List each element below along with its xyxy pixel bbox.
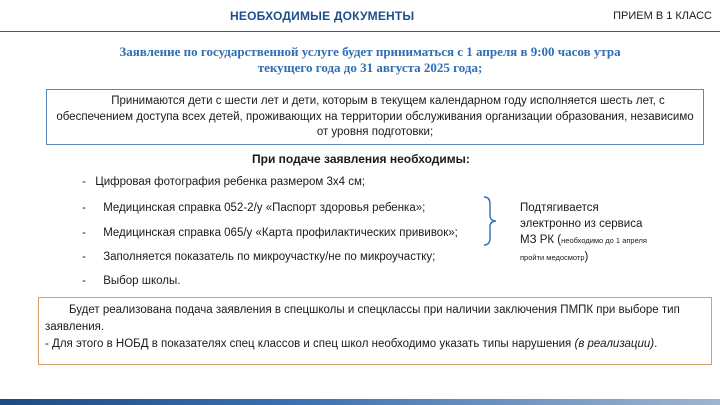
list-dash: - xyxy=(82,275,86,287)
list-dash: - xyxy=(82,251,86,263)
deadline-notice xyxy=(60,44,680,76)
service-note: Подтягивается электронно из сервиса МЗ РК (необходимо до 1 апреля пройти медосмотр) xyxy=(520,202,647,263)
list-item: - Медицинская справка 065/у «Карта профилактических прививок»; xyxy=(82,227,458,239)
list-item: - Медицинская справка 052-2/у «Паспорт здоровья ребенка»; xyxy=(82,202,426,214)
bottom-bar xyxy=(0,399,720,405)
curly-brace-icon xyxy=(482,196,498,246)
list-dash: - xyxy=(82,176,86,188)
list-dash: - xyxy=(82,227,86,239)
header-section-label: ПРИЕМ В 1 КЛАСС xyxy=(613,10,712,22)
deadline-line-1: Заявление по государственной услуге будет приниматься с 1 апреля в 9:00 часов утра xyxy=(119,44,621,59)
header-title: НЕОБХОДИМЫЕ ДОКУМЕНТЫ xyxy=(230,9,415,23)
header-divider xyxy=(0,31,720,32)
eligibility-text: Принимаются дети с шести лет и дети, которым в текущем календарном году исполняется шесть лет, с обеспечением доступа всех детей, проживающих на территории обслуживания организации образования, независимо от уровня подготовки; xyxy=(56,95,694,138)
list-dash: - xyxy=(82,202,86,214)
special-schools-box xyxy=(38,297,712,365)
list-item: - Заполняется показатель по микроучастку/не по микроучастку; xyxy=(82,251,436,263)
deadline-line-2: текущего года до 31 августа 2025 года; xyxy=(257,60,483,75)
requirements-heading: При подаче заявления необходимы: xyxy=(252,152,470,166)
special-note: - Для этого в НОБД в показателях спец классов и спец школ необходимо указать типы нарушения (в реализации). xyxy=(45,338,658,350)
special-paragraph: Будет реализована подача заявления в спецшколы и спецклассы при наличии заключения ПМПК при выборе тип заявления. xyxy=(45,304,680,333)
eligibility-box xyxy=(46,89,704,145)
list-item: - Выбор школы. xyxy=(82,275,181,287)
list-item: - Цифровая фотография ребенка размером 3х4 см; xyxy=(82,176,366,188)
